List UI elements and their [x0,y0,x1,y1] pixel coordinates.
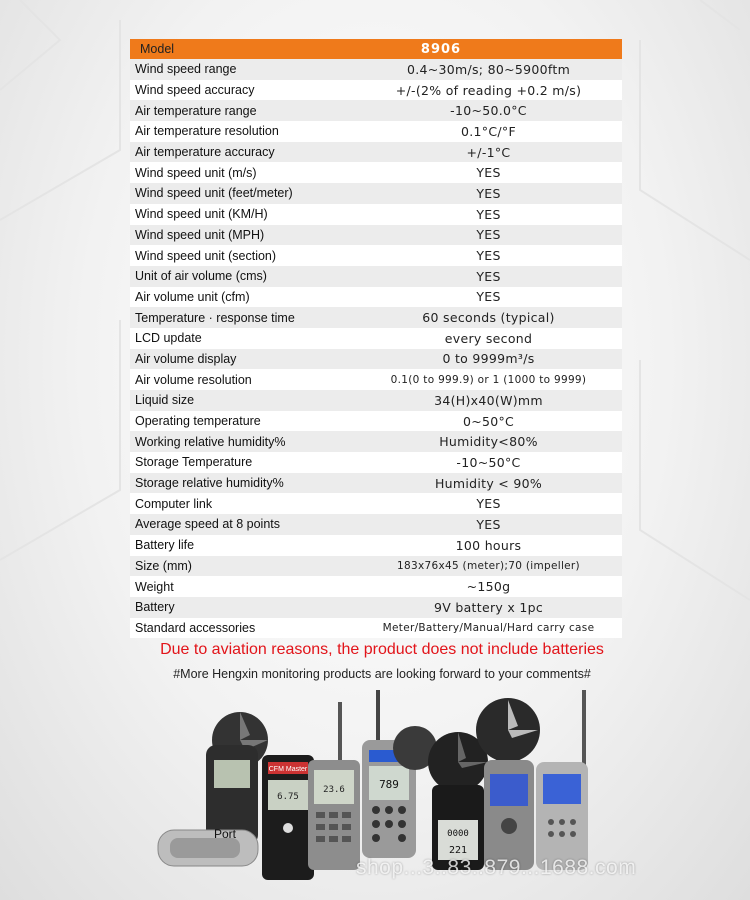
spec-rows [130,59,622,638]
spec-row-value: YES [476,206,501,222]
spec-row-label: LCD update [135,331,202,346]
spec-row [130,100,622,121]
spec-row-label: Size (mm) [135,558,192,573]
spec-row-label: Storage Temperature [135,455,253,470]
probe-meter-right [536,690,588,870]
spec-row-label: Working relative humidity% [135,434,286,449]
spec-row [130,597,622,618]
spec-row-value: YES [476,496,501,512]
spec-row-label: Wind speed unit (feet/meter) [135,186,293,201]
spec-row-value: Humidity<80% [439,434,538,450]
spec-row [130,452,622,473]
spec-row-value: ~150g [466,579,511,595]
spec-row-value: YES [476,165,501,181]
watermark: shop...3..83..879...1688.com [356,856,637,879]
spec-row [130,80,622,101]
spec-row-label: Standard accessories [135,620,256,635]
large-vane-anemometer [476,698,540,870]
spec-header-row [130,39,622,59]
spec-row-label: Weight [135,579,174,594]
spec-row [130,183,622,204]
spec-row-value: -10~50°C [456,454,521,470]
spec-row-label: Wind speed unit (MPH) [135,227,265,242]
spec-row-value: Humidity < 90% [434,475,543,491]
hot-wire-meter [362,690,416,858]
spec-row-value: Meter/Battery/Manual/Hard carry case [382,621,595,634]
spec-row [130,225,622,246]
mini-anemometer [158,712,268,866]
spec-row [130,535,622,556]
spec-row-value: 0 to 9999m³/s [442,351,535,367]
spec-row-value: 60 seconds (typical) [422,310,555,326]
spec-row-label: Wind speed accuracy [135,83,255,98]
spec-row-label: Battery life [135,538,195,553]
spec-row-label: Average speed at 8 points [135,517,281,532]
spec-row-label: Wind speed range [135,62,237,77]
spec-row-label: Air temperature range [135,103,257,118]
spec-row [130,349,622,370]
spec-row [130,142,622,163]
spec-row [130,328,622,349]
dark-display-line1: 0000 [447,829,469,839]
spec-row-label: Computer link [135,496,213,511]
spec-row [130,369,622,390]
spec-row [130,390,622,411]
spec-row-label: Storage relative humidity% [135,476,284,491]
spec-row-label: Air temperature resolution [135,124,279,139]
spec-row-value: +/-(2% of reading +0.2 m/s) [395,82,582,98]
spec-row-value: 0.4~30m/s; 80~5900ftm [406,61,571,77]
spec-row-label: Air volume display [135,351,237,366]
spec-row-value: 0~50°C [462,413,515,429]
spec-row [130,266,622,287]
probe-display-reading: 789 [379,778,399,791]
spec-row-value: 0.1(0 to 999.9) or 1 (1000 to 9999) [390,373,587,386]
spec-row-label: Air volume resolution [135,372,252,387]
spec-row-value: 100 hours [455,537,522,553]
spec-row [130,618,622,639]
spec-row-label: Temperature · response time [135,310,295,325]
spec-table [130,39,622,638]
spec-row [130,121,622,142]
spec-row-label: Air volume unit (cfm) [135,289,250,304]
spec-row [130,411,622,432]
spec-row-value: -10~50.0°C [450,103,527,119]
spec-row-value: YES [476,268,501,284]
spec-row-value: YES [476,516,501,532]
spec-row [130,59,622,80]
port-label: Port [214,827,237,841]
spec-row [130,514,622,535]
spec-row-value: 9V battery x 1pc [433,599,543,615]
spec-row [130,576,622,597]
spec-row-value: +/-1°C [466,144,511,160]
spec-row-value: 34(H)x40(W)mm [434,392,543,408]
spec-row [130,556,622,577]
cfm-display-reading: 6.75 [277,792,299,802]
battery-notice: Due to aviation reasons, the product does not include batteries [160,641,604,658]
spec-row-value: YES [476,227,501,243]
spec-row-value: 0.1°C/°F [461,123,516,139]
thermo-anemometer-gray [308,702,360,870]
spec-row [130,431,622,452]
spec-row-label: Operating temperature [135,414,261,429]
spec-row-label: Air temperature accuracy [135,145,275,160]
spec-row-label: Unit of air volume (cms) [135,269,267,284]
cfm-meter [262,755,314,880]
spec-row [130,307,622,328]
spec-row [130,204,622,225]
dark-display-line2: 221 [448,845,468,856]
spec-row-label: Battery [135,600,175,615]
spec-row-label: Liquid size [135,393,195,408]
brand-label: CFM Master [268,766,308,773]
model-label: Model [140,42,175,56]
spec-row [130,493,622,514]
spec-row [130,245,622,266]
spec-row [130,473,622,494]
spec-row-label: Wind speed unit (KM/H) [135,207,268,222]
spec-row-value: every second [444,330,533,346]
spec-row [130,287,622,308]
model-value: 8906 [420,41,462,57]
spec-row [130,162,622,183]
spec-row-value: YES [476,289,501,305]
spec-row-label: Wind speed unit (section) [135,248,277,263]
gray-display-reading: 23.6 [323,785,345,795]
spec-row-label: Wind speed unit (m/s) [135,165,257,180]
spec-row-value: YES [476,248,501,264]
more-products-text: #More Hengxin monitoring products are looking forward to your comments# [173,667,591,681]
spec-row-value: YES [476,185,501,201]
spec-row-value: 183x76x45 (meter);70 (impeller) [397,559,580,572]
